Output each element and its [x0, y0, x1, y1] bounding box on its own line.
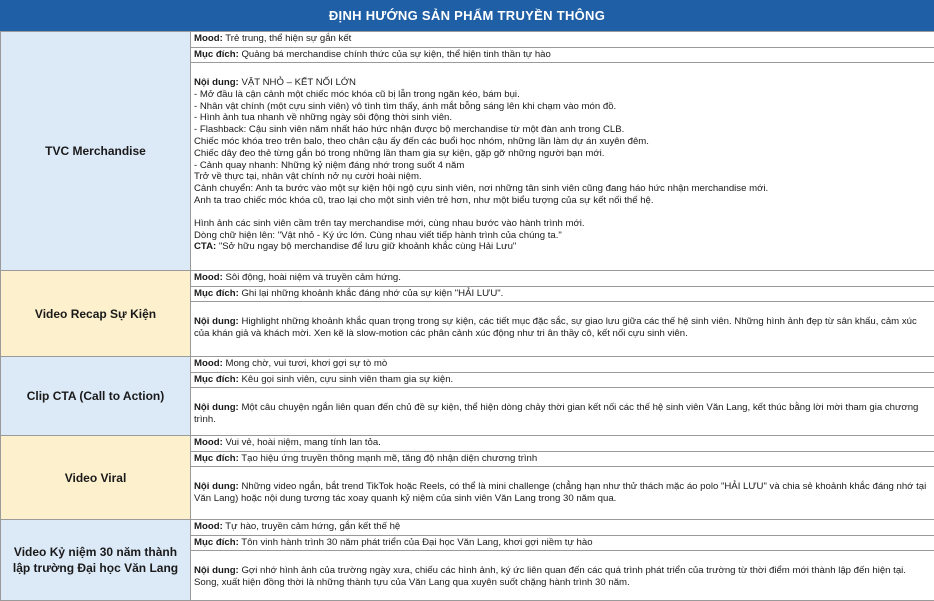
mood-line: Mood: Trẻ trung, thể hiện sự gắn kết — [191, 32, 934, 48]
row-label: Video Viral — [1, 436, 191, 520]
content-block: Nội dung: Một câu chuyện ngắn liên quan đến chủ đề sự kiện, thể hiện dòng chảy thời gian kết nối các thế hệ sinh viên Văn Lang, kết thúc bằng lời mời tham gia chương trình. — [191, 388, 934, 428]
row-label: Video Kỷ niệm 30 năm thành lập trường Đại học Văn Lang — [1, 520, 191, 601]
table-row — [1, 32, 934, 271]
table-row — [1, 520, 934, 601]
content-block: Nội dung: Gợi nhớ hình ảnh của trường ngày xưa, chiếu các hình ảnh, ký ức liên quan đến các quá trình phát triển của trường từ thời điểm mới thành lập đến hiện tại. Song, xuất hiện đồng thời là những thành tựu của Văn Lang qua xuyên suốt chặng hành trình 30 năm. — [191, 551, 934, 591]
purpose-line: Mục đích: Quảng bá merchandise chính thức của sự kiện, thể hiện tinh thần tự hào — [191, 48, 934, 64]
row-label: Clip CTA (Call to Action) — [1, 357, 191, 436]
purpose-line: Mục đích: Ghi lại những khoảnh khắc đáng nhớ của sự kiện "HẢI LƯU". — [191, 287, 934, 303]
page-title: ĐỊNH HƯỚNG SẢN PHẨM TRUYỀN THÔNG — [0, 0, 934, 31]
content-block: Nội dung: VẬT NHỎ – KẾT NỐI LỚN - Mở đầu là cận cảnh một chiếc móc khóa cũ bị lẫn trong ngăn kéo, bám bụi. - Nhân vật chính (một cựu sinh viên) vô tình tìm thấy, ánh mắt bỗng sáng lên khi chạm vào món đồ. - Hình ảnh tua nhanh về những ngày sôi động thời sinh viên. - Flashback: Cậu sinh viên năm nhất háo hức nhận được bộ merchandise từ một đàn anh trong CLB. Chiếc móc khóa treo trên balo, theo chân cậu ấy đến các buổi học nhóm, những lần làm dự án xuyên đêm. Chiếc dây đeo thẻ từng gắn bó trong những lần tham gia sự kiện, gặp gỡ những người bạn mới. - Cảnh quay nhanh: Những kỷ niệm đáng nhớ trong suốt 4 năm Trở về thực tại, nhân vật chính nở nụ cười hoài niệm. Cảnh chuyển: Anh ta bước vào một sự kiện hội ngộ cựu sinh viên, nơi những tân sinh viên cũng đang háo hức nhận merchandise mới. Anh ta trao chiếc móc khóa cũ, trao lại cho một sinh viên trẻ hơn, như một biểu tượng của sự kết nối thế hệ. Hình ảnh các sinh viên cầm trên tay merchandise mới, cùng nhau bước vào hành trình mới. Dòng chữ hiện lên: "Vật nhỏ - Ký ức lớn. Cùng nhau viết tiếp hành trình của chúng ta." CTA: "Sở hữu ngay bộ merchandise để lưu giữ khoảnh khắc cùng Hải Lưu" — [191, 63, 934, 255]
content-block: Nội dung: Highlight những khoảnh khắc quan trọng trong sự kiện, các tiết mục đặc sắc, sự giao lưu giữa các thế hệ sinh viên. Những hình ảnh đẹp từ sân khấu, cảm xúc của khán giả và khách mời. Xen kẽ là slow-motion các phân cảnh xúc động như tri ân thầy cô, kết nối cựu sinh viên. — [191, 302, 934, 342]
mood-line: Mood: Tự hào, truyền cảm hứng, gắn kết thế hệ — [191, 520, 934, 536]
row-label: Video Recap Sự Kiện — [1, 271, 191, 357]
purpose-line: Mục đích: Kêu gọi sinh viên, cựu sinh viên tham gia sự kiện. — [191, 373, 934, 389]
media-product-table — [0, 31, 934, 601]
purpose-line: Mục đích: Tôn vinh hành trình 30 năm phát triển của Đại học Văn Lang, khơi gợi niềm tự hào — [191, 536, 934, 552]
table-row — [1, 271, 934, 357]
row-label: TVC Merchandise — [1, 32, 191, 271]
table-row — [1, 436, 934, 520]
purpose-line: Mục đích: Tạo hiệu ứng truyền thông mạnh mẽ, tăng độ nhận diện chương trình — [191, 452, 934, 468]
mood-line: Mood: Mong chờ, vui tươi, khơi gợi sự tò mò — [191, 357, 934, 373]
mood-line: Mood: Sôi động, hoài niệm và truyền cảm hứng. — [191, 271, 934, 287]
content-block: Nội dung: Những video ngắn, bắt trend TikTok hoặc Reels, có thể là mini challenge (chẳng hạn như thử thách mặc áo polo "HẢI LƯU" và chia sẻ khoảnh khắc đáng nhớ tại Văn Lang) hoặc nội dung tương tác xoay quanh kỷ niệm của sinh viên Văn Lang trong 30 năm qua. — [191, 467, 934, 507]
mood-line: Mood: Vui vẻ, hoài niệm, mang tính lan tỏa. — [191, 436, 934, 452]
table-row — [1, 357, 934, 436]
